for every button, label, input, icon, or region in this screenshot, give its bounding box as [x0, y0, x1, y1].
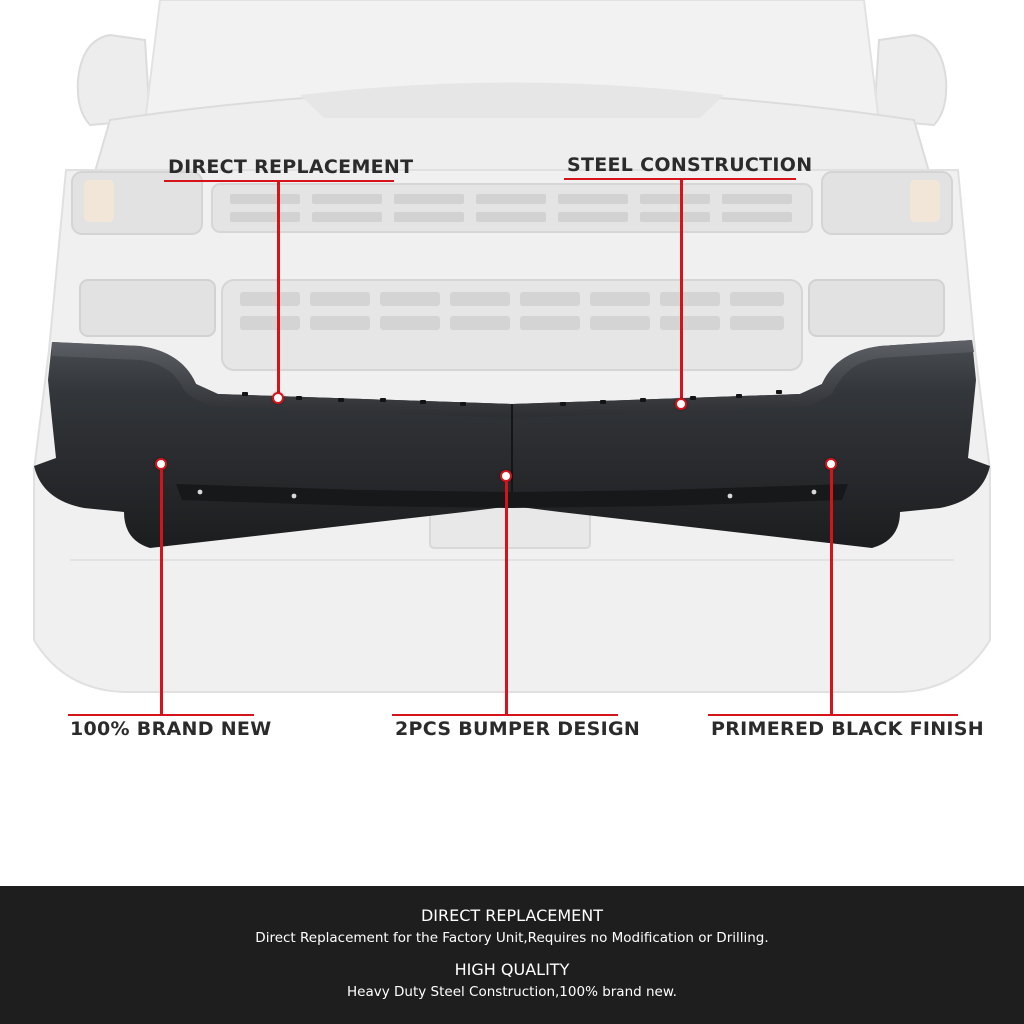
callout-brand-new-dot [155, 458, 167, 470]
callout-primered-finish-label: PRIMERED BLACK FINISH [711, 718, 984, 740]
callout-primered-finish-leader [830, 470, 833, 714]
callout-2pcs-design-underline [392, 714, 618, 716]
callout-direct-replacement-label: DIRECT REPLACEMENT [168, 156, 414, 178]
callout-brand-new-label: 100% BRAND NEW [70, 718, 272, 740]
callout-2pcs-design-dot [500, 470, 512, 482]
callout-steel-construction-dot [675, 398, 687, 410]
footer-feature-2-text: Heavy Duty Steel Construction,100% brand new. [347, 984, 677, 1000]
callout-primered-finish-underline [708, 714, 958, 716]
footer-feature-1-text: Direct Replacement for the Factory Unit,Requires no Modification or Drilling. [255, 930, 769, 946]
callout-brand-new-leader [160, 470, 163, 714]
callout-primered-finish-dot [825, 458, 837, 470]
callout-direct-replacement-leader [277, 181, 280, 395]
callout-direct-replacement-dot [272, 392, 284, 404]
feature-footer [0, 886, 1024, 1024]
footer-feature-2-heading: HIGH QUALITY [454, 960, 570, 979]
callout-steel-construction-label: STEEL CONSTRUCTION [567, 154, 813, 176]
footer-feature-1-heading: DIRECT REPLACEMENT [420, 906, 604, 925]
callout-steel-construction-leader [680, 179, 683, 401]
callout-2pcs-design-leader [505, 482, 508, 714]
callout-brand-new-underline [68, 714, 254, 716]
callout-2pcs-design-label: 2PCS BUMPER DESIGN [395, 718, 641, 740]
